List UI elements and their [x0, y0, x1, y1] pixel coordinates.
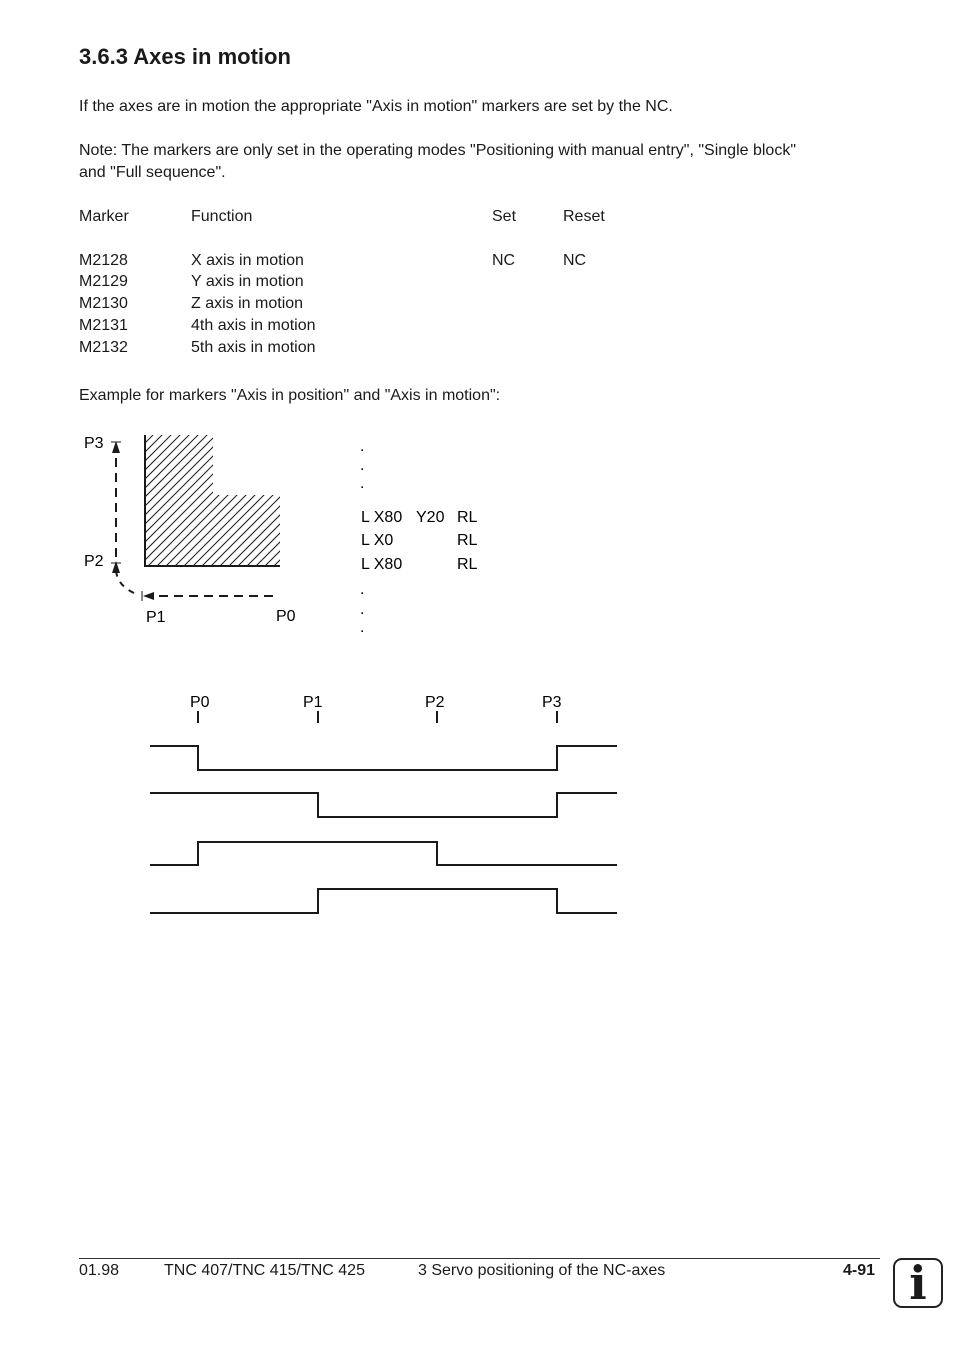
table-cell-function: Y axis in motion [191, 273, 304, 290]
col-header-set: Set [492, 208, 517, 225]
footer-product: TNC 407/TNC 415/TNC 425 [164, 1262, 365, 1279]
program-line-comp: RL [457, 509, 478, 526]
timing-label-p3: P3 [542, 694, 562, 711]
program-dot: . [360, 457, 365, 474]
table-cell-function: 4th axis in motion [191, 317, 316, 334]
hatch-line [40, 426, 180, 566]
hatch-line [103, 426, 243, 566]
footer-date: 01.98 [79, 1262, 120, 1279]
hatch-line [112, 426, 252, 566]
col-header-function: Function [191, 208, 253, 225]
hatch-line [229, 426, 369, 566]
hatch-line [211, 426, 351, 566]
program-line-cmd: L X80 [361, 509, 403, 526]
hatch-line [283, 426, 423, 566]
table-cell-marker: M2131 [79, 317, 128, 334]
hatch-line [157, 426, 297, 566]
program-line-coord: Y20 [416, 509, 445, 526]
section-heading: 3.6.3 Axes in motion [79, 44, 291, 69]
table-cell-marker: M2132 [79, 339, 128, 356]
table-cell-marker: M2129 [79, 273, 128, 290]
hatch-line [175, 426, 315, 566]
path-label-p0: P0 [276, 608, 296, 625]
hatch-line [130, 426, 270, 566]
table-cell-function: X axis in motion [191, 252, 304, 269]
program-dot: . [360, 601, 365, 618]
info-icon-glyph: i [909, 1256, 927, 1310]
program-dot: . [360, 581, 365, 598]
hatch-line [166, 426, 306, 566]
path-label-p1: P1 [146, 609, 166, 626]
hatch-line [148, 426, 288, 566]
hatch-line [193, 426, 333, 566]
col-header-reset: Reset [563, 208, 605, 225]
program-line-cmd: L X0 [361, 532, 394, 549]
timing-label-p1: P1 [303, 694, 323, 711]
table-cell-reset: NC [563, 252, 587, 269]
hatch-line [49, 426, 189, 566]
intro-paragraph: If the axes are in motion the appropriate "Axis in motion" markers are set by the NC. [79, 98, 673, 115]
footer-rule [79, 1258, 880, 1259]
table-cell-marker: M2128 [79, 252, 128, 269]
table-cell-function: 5th axis in motion [191, 339, 316, 356]
program-line-cmd: L X80 [361, 556, 403, 573]
timing-signal-3 [150, 842, 617, 865]
path-label-p2: P2 [84, 553, 104, 570]
timing-label-p2: P2 [425, 694, 445, 711]
program-dot: . [360, 475, 365, 492]
path-diagram [0, 425, 520, 645]
col-header-marker: Marker [79, 208, 129, 225]
note-paragraph [79, 140, 899, 184]
hatch-line [202, 426, 342, 566]
program-line-comp: RL [457, 556, 478, 573]
timing-diagram [0, 680, 650, 930]
program-listing [360, 438, 478, 636]
note-line-1: Note: The markers are only set in the operating modes "Positioning with manual entry", "Single block" [79, 142, 797, 159]
table-cell-set: NC [492, 252, 516, 269]
note-line-2: and "Full sequence". [79, 164, 226, 181]
info-icon [893, 1258, 943, 1308]
program-dot: . [360, 438, 365, 455]
hatch-line [220, 426, 360, 566]
hatch-line [13, 426, 153, 566]
timing-label-p0: P0 [190, 694, 210, 711]
hatch-line [58, 426, 198, 566]
table-cell-marker: M2130 [79, 295, 128, 312]
program-dot: . [360, 619, 365, 636]
example-caption: Example for markers "Axis in position" and "Axis in motion": [79, 387, 501, 404]
hatch-line [85, 426, 225, 566]
program-line-comp: RL [457, 532, 478, 549]
footer-chapter: 3 Servo positioning of the NC-axes [418, 1262, 666, 1279]
footer-page-number: 4-91 [843, 1262, 876, 1279]
hatch-line [4, 426, 144, 566]
timing-signal-1 [150, 746, 617, 770]
timing-signal-2 [150, 793, 617, 817]
path-arrow-head [143, 592, 154, 600]
path-label-p3: P3 [84, 435, 104, 452]
hatch-line [139, 426, 279, 566]
table-cell-function: Z axis in motion [191, 295, 304, 312]
hatch-line [121, 426, 261, 566]
hatch-line [238, 426, 378, 566]
hatch-line [184, 426, 324, 566]
timing-signal-4 [150, 889, 617, 913]
path-arrow-head [112, 441, 120, 453]
